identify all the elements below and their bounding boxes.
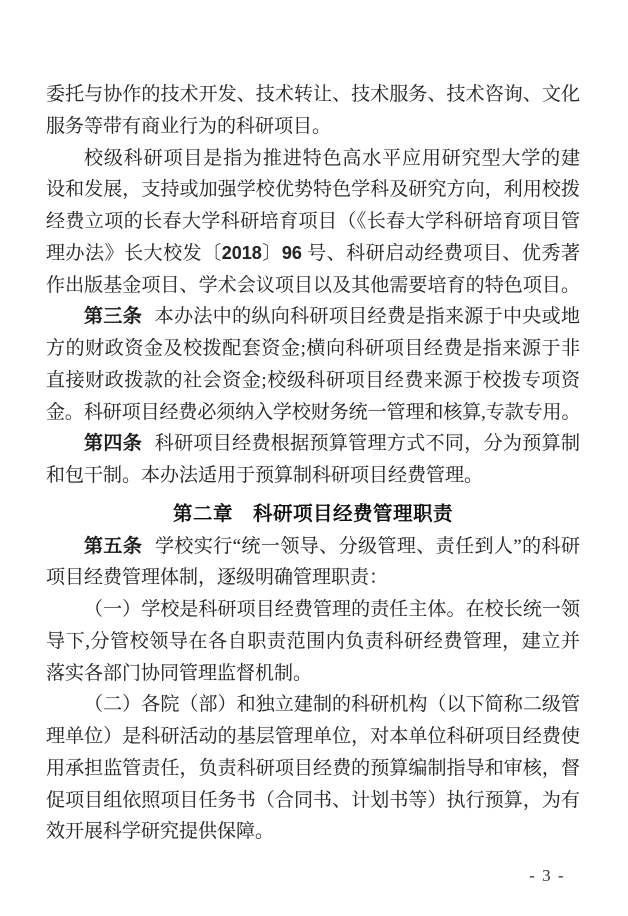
text-line: 服务等带有商业行为的科研项目。 [46, 115, 332, 137]
text-line: 和包干制。本办法适用于预算制科研项目经费管理。 [46, 465, 484, 486]
text-line: 促项目组依照项目任务书（合同书、计划书等）执行预算，为有 [46, 789, 580, 811]
document-number-year: 2018 [221, 242, 262, 263]
paragraph-school-level-projects [46, 143, 580, 302]
chapter-2-heading: 第二章 科研项目经费管理职责 [172, 502, 453, 525]
text-line [46, 531, 580, 563]
text-segment: 科研项目经费根据预算管理方式不同，分为预算制 [149, 433, 580, 455]
article-3-paragraph [46, 301, 580, 428]
text-line: 用承担监管责任，负责科研项目经费的预算编制指导和审核，督 [46, 757, 580, 779]
article-3-label: 第三条 [84, 306, 143, 328]
text-line: 直接财政拨款的社会资金;校级科研项目经费来源于校拨专项资 [46, 369, 580, 391]
item-2-paragraph [46, 689, 580, 848]
page-number: - 3 - [529, 866, 565, 885]
text-line: 导下,分管校领导在各自职责范围内负责科研经费管理，建立并 [46, 630, 580, 652]
text-line [46, 238, 580, 270]
document-number-issue: 96 [281, 242, 302, 263]
text-line [46, 428, 580, 460]
text-line: （一）学校是科研项目经费管理的责任主体。在校长统一领 [84, 599, 580, 620]
text-line: 落实各部门协同管理监督机制。 [46, 662, 313, 684]
text-line [46, 301, 580, 333]
article-5-label: 第五条 [84, 535, 143, 557]
text-segment: 理办法》长大校发〔 [46, 242, 222, 264]
text-line: 委托与协作的技术开发、技术转让、技术服务、技术咨询、文化 [46, 84, 580, 105]
paragraph-commercial-projects [46, 79, 580, 143]
text-line: 项目经费管理体制，逐级明确管理职责： [46, 567, 389, 589]
text-segment: 学校实行“统一领导、分级管理、责任到人”的科研 [149, 535, 580, 557]
text-line: 方的财政资金及校拨配套资金;横向科研项目经费是指来源于非 [46, 338, 580, 359]
text-segment: 本办法中的纵向科研项目经费是指来源于中央或地 [149, 306, 580, 328]
text-line: 经费立项的长春大学科研培育项目（《长春大学科研培育项目管 [46, 211, 580, 232]
text-line: 校级科研项目是指为推进特色高水平应用研究型大学的建 [84, 147, 580, 169]
text-segment: 号、科研启动经费项目、优秀著 [301, 242, 580, 264]
text-segment: 〕 [261, 242, 282, 264]
text-line: 效开展科学研究提供保障。 [46, 821, 275, 843]
item-1-paragraph [46, 594, 580, 689]
text-line: 作出版基金项目、学术会议项目以及其他需要培育的特色项目。 [46, 274, 580, 296]
text-line: 金。科研项目经费必须纳入学校财务统一管理和核算,专款专用。 [46, 401, 580, 423]
text-line: 设和发展，支持或加强学校优势特色学科及研究方向，利用校拨 [46, 179, 580, 201]
document-body [46, 79, 580, 848]
article-4-paragraph [46, 428, 580, 492]
text-line: 理单位）是科研活动的基层管理单位，对本单位科研项目经费使 [46, 726, 580, 747]
article-5-paragraph [46, 531, 580, 595]
article-4-label: 第四条 [84, 433, 143, 455]
text-line: （二）各院（部）和独立建制的科研机构（以下简称二级管 [84, 694, 580, 716]
